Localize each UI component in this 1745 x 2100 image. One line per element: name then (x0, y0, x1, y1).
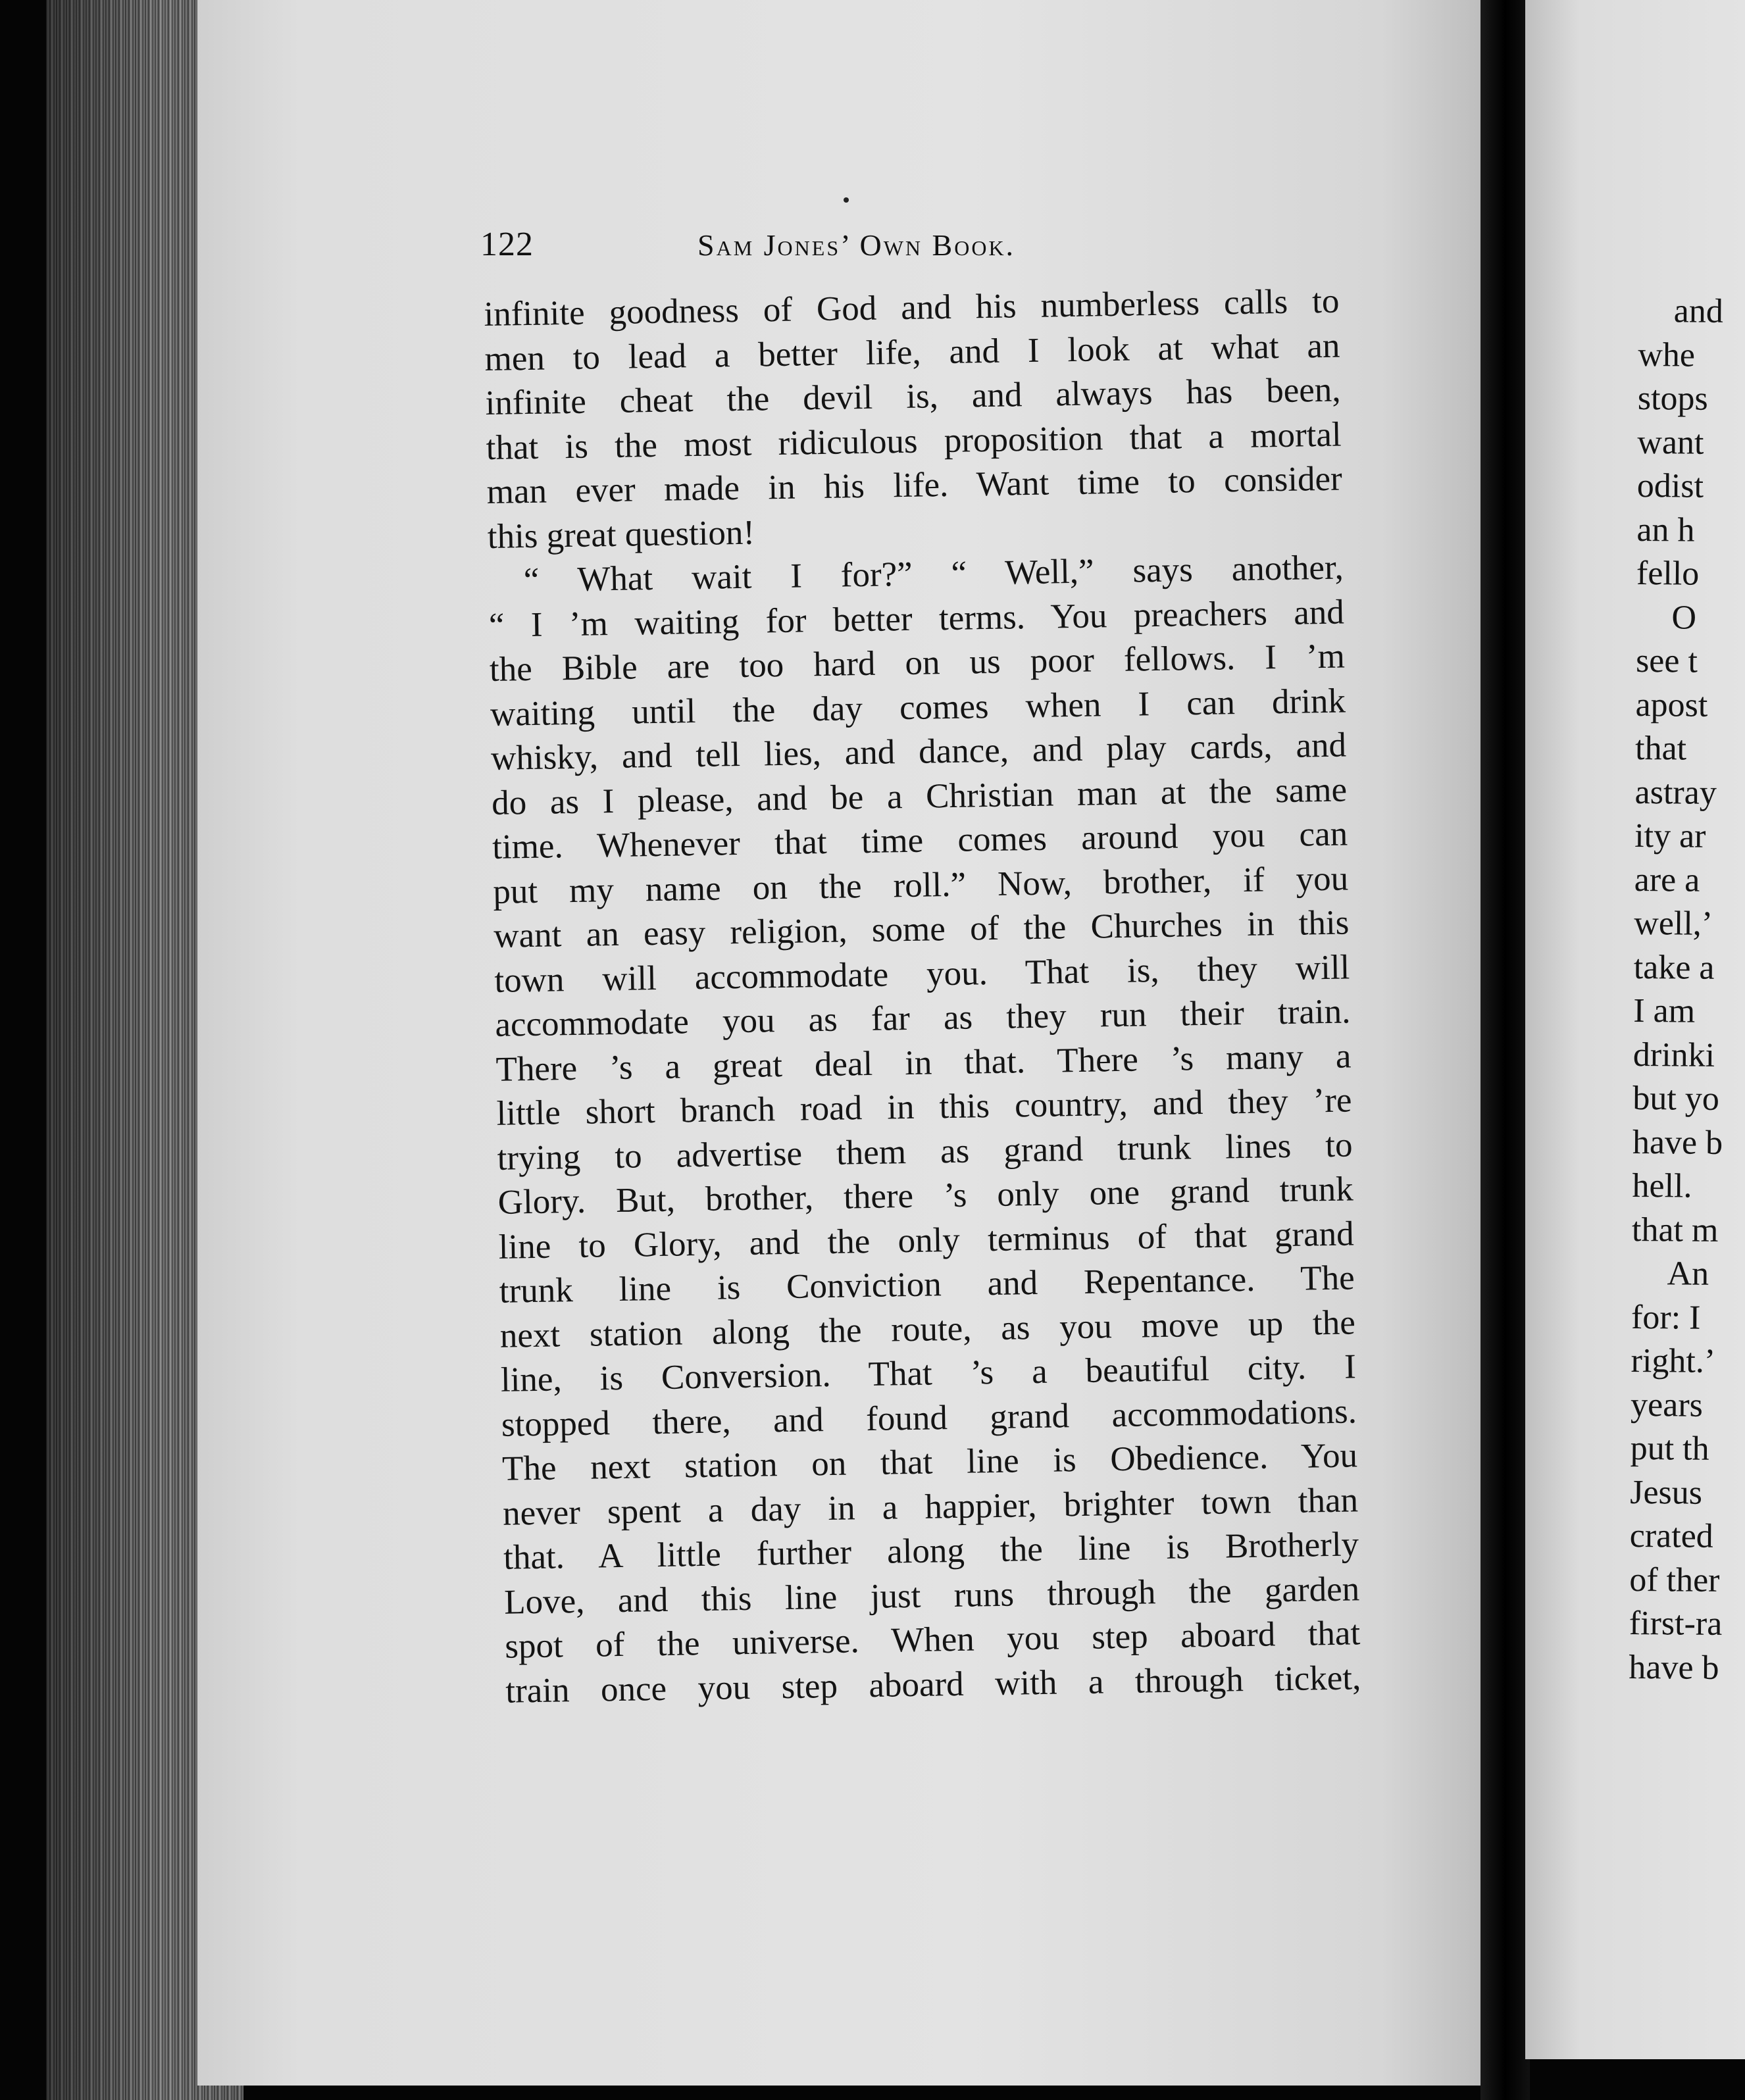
text-line: put my name on the roll.” Now, brother, if you (492, 859, 1349, 911)
text-line: an h (1636, 511, 1695, 549)
text-line: men to lead a better life, and I look at what an (484, 326, 1340, 378)
text-line: have b (1632, 1123, 1723, 1162)
text-line: whisky, and tell lies, and dance, and play cards, and (490, 726, 1347, 778)
text-line: line, is Conversion. That ’s a beautiful city. I (500, 1347, 1357, 1399)
text-line: next station along the route, as you move up the (499, 1303, 1356, 1355)
text-line: see t (1635, 641, 1698, 680)
text-line: infinite goodness of God and his numberless calls to (484, 282, 1340, 334)
text-line: waiting until the day comes when I can drink (490, 682, 1346, 734)
text-line: whe (1638, 336, 1696, 374)
text-line: Jesus (1630, 1473, 1703, 1512)
text-line: town will accommodate you. That is, they will (493, 947, 1350, 1000)
text-line: this great question! (487, 513, 755, 556)
text-line: that m (1631, 1211, 1719, 1249)
text-line: are a (1634, 861, 1700, 899)
text-line: hell. (1632, 1166, 1692, 1205)
text-line: do as I please, and be a Christian man at the same (491, 770, 1348, 822)
right-page-text (1629, 289, 1745, 1690)
text-line: well,’ (1634, 904, 1713, 943)
text-line: stops (1637, 379, 1708, 418)
text-line: first-ra (1629, 1604, 1723, 1643)
left-page-text (484, 280, 1361, 1714)
text-line: but yo (1632, 1079, 1720, 1118)
book-title: Sam Jones’ Own Book. (697, 228, 1016, 262)
ink-dot (844, 197, 849, 203)
text-line: astray (1634, 773, 1717, 812)
text-line: crated (1629, 1516, 1713, 1555)
text-line: Love, and this line just runs through the garden (503, 1569, 1360, 1622)
text-line: that is the most ridiculous proposition that a mortal (486, 415, 1342, 467)
text-line: for: I (1631, 1298, 1701, 1337)
text-line: apost (1635, 686, 1708, 724)
text-line: little short branch road in this country, and they ’re (496, 1081, 1352, 1133)
text-line: accommodate you as far as they run their train. (495, 992, 1351, 1044)
text-line: odist (1636, 466, 1704, 505)
text-line: “ I ’m waiting for better terms. You preachers and (488, 593, 1345, 645)
running-head (480, 225, 1336, 278)
gutter (1480, 0, 1530, 2100)
text-line: right.’ (1631, 1341, 1716, 1380)
text-line: trunk line is Conviction and Repentance. The (499, 1259, 1355, 1311)
text-line: fello (1636, 554, 1700, 593)
text-line: the Bible are too hard on us poor fellows. I ’m (489, 637, 1346, 689)
text-line: drinki (1632, 1036, 1715, 1074)
text-line: stopped there, and found grand accommodations. (501, 1391, 1357, 1444)
text-line: that. A little further along the line is Brotherly (503, 1525, 1359, 1577)
text-line: years (1630, 1386, 1704, 1424)
text-line: trying to advertise them as grand trunk lines to (497, 1125, 1353, 1178)
text-line: man ever made in his life. Want time to consider (486, 459, 1343, 511)
page-number: 122 (480, 226, 534, 263)
text-line: ity ar (1634, 816, 1706, 855)
text-line: of ther (1629, 1561, 1720, 1599)
text-line: spot of the universe. When you step aboard that (504, 1614, 1361, 1666)
text-line: put th (1630, 1429, 1709, 1468)
text-line: I am (1633, 991, 1696, 1030)
text-line: line to Glory, and the only terminus of that grand (498, 1214, 1355, 1266)
text-line: Glory. But, brother, there ’s only one grand trunk (497, 1170, 1354, 1222)
text-line: time. Whenever that time comes around you can (492, 814, 1348, 866)
text-line: want (1637, 423, 1704, 462)
text-line: and (1673, 292, 1724, 330)
text-line: There ’s a great deal in that. There ’s many a (495, 1036, 1352, 1089)
text-line: O (1671, 598, 1697, 637)
text-line: train once you step aboard with a through ticket, (505, 1658, 1361, 1711)
text-line: take a (1633, 948, 1715, 987)
text-line: want an easy religion, some of the Churches in this (493, 903, 1350, 955)
text-line: that (1634, 729, 1687, 768)
text-line: have b (1629, 1648, 1719, 1687)
text-line: infinite cheat the devil is, and always has been, (485, 370, 1341, 422)
text-line: never spent a day in a happier, brighter town than (502, 1480, 1359, 1533)
text-line: The next station on that line is Obedience. You (501, 1436, 1358, 1488)
text-line: “ What wait I for?” “ Well,” says another, (523, 548, 1344, 600)
text-line: An (1667, 1255, 1709, 1293)
